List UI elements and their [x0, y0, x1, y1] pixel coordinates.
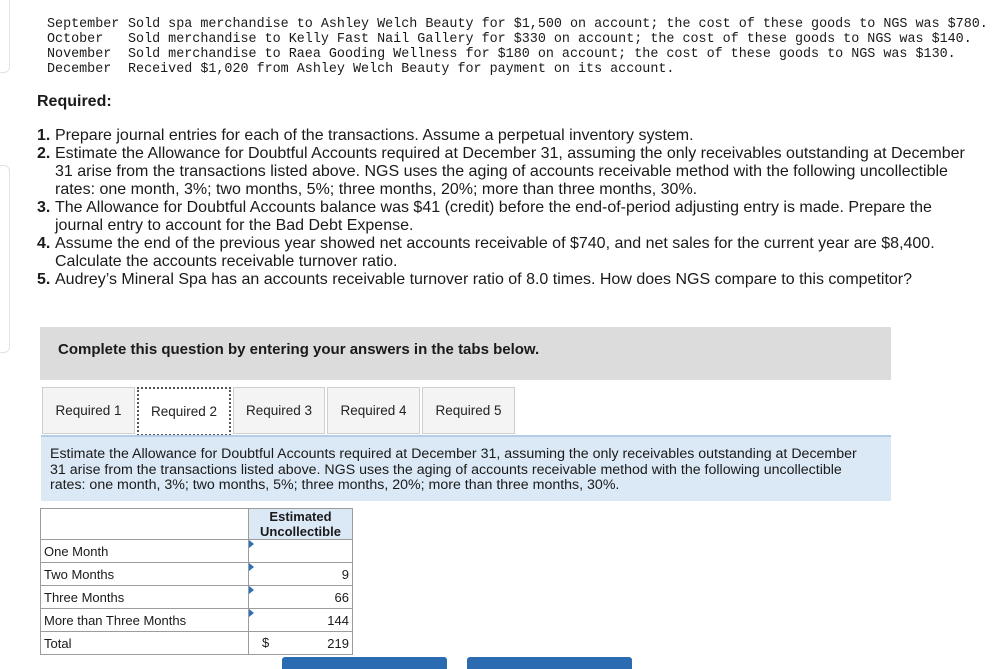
- transaction-month: October: [47, 32, 104, 47]
- row-label: More than Three Months: [41, 609, 249, 632]
- transaction-text: Received $1,020 from Ashley Welch Beauty for payment on its account.: [128, 62, 675, 77]
- transaction-text: Sold merchandise to Kelly Fast Nail Gallery for $330 on account; the cost of these goods to NGS was $140.: [128, 32, 972, 47]
- requirement-item: [37, 127, 977, 145]
- question-panel: [41, 435, 891, 501]
- requirement-number: 4.: [37, 235, 51, 252]
- requirement-item: [37, 145, 977, 199]
- tab-required-3[interactable]: Required 3: [233, 387, 325, 434]
- row-value: 66: [334, 589, 349, 605]
- requirement-number: 1.: [37, 127, 51, 144]
- requirement-item: [37, 271, 977, 289]
- transaction-row: [47, 32, 988, 47]
- input-marker-icon: [249, 586, 254, 594]
- row-label: One Month: [41, 540, 249, 563]
- table-row: [41, 586, 353, 609]
- tab-required-5[interactable]: Required 5: [422, 387, 515, 434]
- tab-required-2[interactable]: Required 2: [137, 387, 231, 436]
- table-row: [41, 563, 353, 586]
- two-months-input[interactable]: [249, 563, 353, 586]
- left-edge-divider: [0, 165, 10, 353]
- row-label: Total: [41, 632, 249, 655]
- question-text: Estimate the Allowance for Doubtful Accounts required at December 31, assuming the only receivables outstanding at December 31 arise from the transactions listed above. NGS uses the aging of accounts receivable method with the following uncollectible rates: one month, 3%; two months, 5%; three months, 20%; more than three months, 30%.: [50, 446, 857, 493]
- left-edge-divider: [0, 0, 10, 73]
- transaction-row: [47, 62, 988, 77]
- row-value: 144: [327, 612, 349, 628]
- table-header: Estimated Uncollectible: [249, 509, 353, 540]
- table-row: [41, 632, 353, 655]
- three-months-input[interactable]: [249, 586, 353, 609]
- transaction-month: November: [47, 47, 112, 62]
- requirement-text: Prepare journal entries for each of the transactions. Assume a perpetual inventory system.: [55, 127, 694, 144]
- requirement-text: Audrey’s Mineral Spa has an accounts receivable turnover ratio of 8.0 times. How does NGS compare to this competitor?: [55, 271, 913, 288]
- requirements-list: [37, 127, 977, 289]
- row-value: 219: [327, 635, 349, 651]
- requirement-text: Assume the end of the previous year showed net accounts receivable of $740, and net sales for the current year are $8,400. Calculate the accounts receivable turnover ratio.: [55, 235, 935, 270]
- requirement-text: Estimate the Allowance for Doubtful Accounts required at December 31, assuming the only receivables outstanding at December 31 arise from the transactions listed above. NGS uses the aging of accounts receivable method with the following uncollectible rates: one month, 3%; two months, 5%; three months, 20%; more than three months, 30%.: [55, 145, 965, 198]
- required-heading: Required:: [37, 93, 112, 110]
- estimated-uncollectible-table: [40, 508, 353, 655]
- table-row: [41, 540, 353, 563]
- currency-symbol: $: [262, 635, 270, 650]
- input-marker-icon: [249, 540, 254, 548]
- transactions-list: [47, 17, 988, 77]
- transaction-text: Sold spa merchandise to Ashley Welch Beauty for $1,500 on account; the cost of these goods to NGS was $780.: [128, 17, 988, 32]
- transaction-text: Sold merchandise to Raea Gooding Wellness for $180 on account; the cost of these goods to NGS was $130.: [128, 47, 956, 62]
- row-label: Two Months: [41, 563, 249, 586]
- table-row: [41, 609, 353, 632]
- requirement-number: 3.: [37, 199, 51, 216]
- requirement-number: 2.: [37, 145, 51, 162]
- transaction-month: September: [47, 17, 120, 32]
- tab-required-4[interactable]: Required 4: [327, 387, 420, 434]
- one-month-input[interactable]: [249, 540, 353, 563]
- transaction-row: [47, 17, 988, 32]
- transaction-month: December: [47, 62, 112, 77]
- requirement-text: The Allowance for Doubtful Accounts balance was $41 (credit) before the end-of-period adjusting entry is made. Prepare the journal entry to account for the Bad Debt Expense.: [55, 199, 932, 234]
- table-header-row: [41, 509, 353, 540]
- requirement-item: [37, 235, 977, 271]
- requirement-item: [37, 199, 977, 235]
- more-than-three-months-input[interactable]: [249, 609, 353, 632]
- next-button[interactable]: [467, 657, 632, 669]
- input-marker-icon: [249, 563, 254, 571]
- instructions-bar: [40, 327, 891, 380]
- tab-required-1[interactable]: Required 1: [42, 387, 135, 434]
- instructions-text: Complete this question by entering your answers in the tabs below.: [58, 341, 540, 358]
- total-value: [249, 632, 353, 655]
- row-label: Three Months: [41, 586, 249, 609]
- row-value: 9: [341, 566, 349, 582]
- requirement-number: 5.: [37, 271, 51, 288]
- transaction-row: [47, 47, 988, 62]
- header-blank-cell: [41, 509, 249, 540]
- previous-button[interactable]: [282, 657, 447, 669]
- input-marker-icon: [249, 609, 254, 617]
